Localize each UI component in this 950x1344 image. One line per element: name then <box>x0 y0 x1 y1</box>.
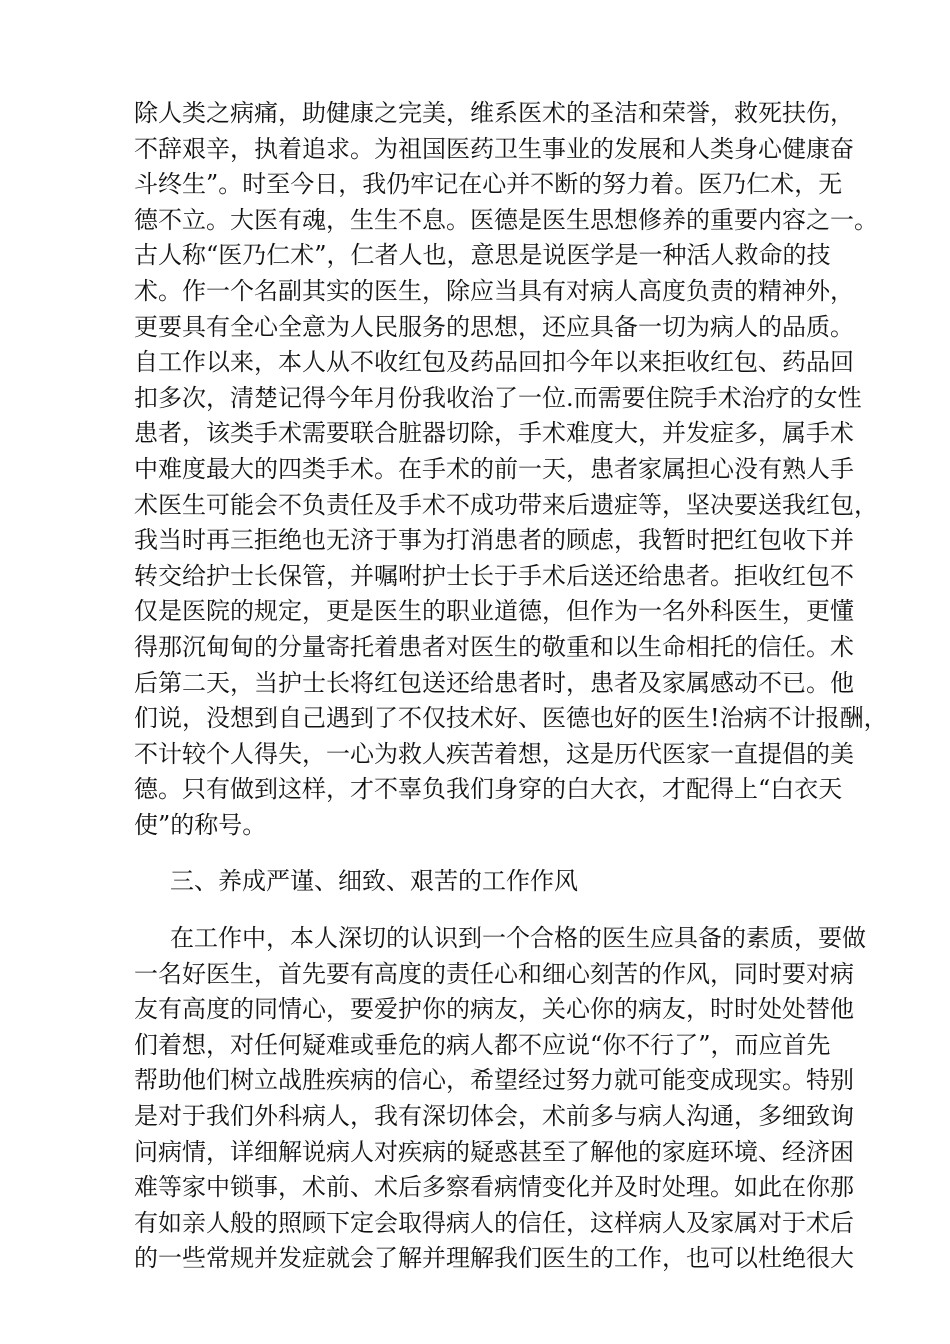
text-line: 在工作中，本人深切的认识到一个合格的医生应具备的素质，要做 <box>170 924 866 953</box>
text-line: 友有高度的同情心，要爱护你的病友，关心你的病友，时时处处替他 <box>134 995 854 1024</box>
text-line: 转交给护士长保管，并嘱咐护士长于手术后送还给患者。拒收红包不 <box>134 561 854 590</box>
text-line: 患者，该类手术需要联合脏器切除，手术难度大，并发症多，属手术 <box>134 419 854 448</box>
text-line: 古人称“医乃仁术”，仁者人也，意思是说医学是一种活人救命的技 <box>134 241 831 270</box>
text-line: 后第二天，当护士长将红包送还给患者时，患者及家属感动不已。他 <box>134 668 854 697</box>
text-line: 术医生可能会不负责任及手术不成功带来后遗症等，坚决要送我红包， <box>134 490 878 519</box>
paragraph-2 <box>134 921 866 1277</box>
text-line: 们说，没想到自己遇到了不仅技术好、医德也好的医生!治病不计报酬， <box>134 704 888 733</box>
paragraph-1 <box>134 96 888 843</box>
text-line: 更要具有全心全意为人民服务的思想，还应具备一切为病人的品质。 <box>134 312 854 341</box>
text-line: 一名好医生，首先要有高度的责任心和细心刻苦的作风，同时要对病 <box>134 959 854 988</box>
text-line: 斗终生”。时至今日，我仍牢记在心并不断的努力着。医乃仁术，无 <box>134 170 843 199</box>
text-line: 得那沉甸甸的分量寄托着患者对医生的敬重和以生命相托的信任。术 <box>134 632 854 661</box>
text-line: 除人类之病痛，助健康之完美，维系医术的圣洁和荣誉，救死扶伤， <box>134 99 854 127</box>
text-line: 有如亲人般的照顾下定会取得病人的信任，这样病人及家属对于术后 <box>134 1208 854 1237</box>
text-line: 德不立。大医有魂，生生不息。医德是医生思想修养的重要内容之一。 <box>134 205 878 234</box>
paragraph-spacer <box>134 843 814 864</box>
text-line: 问病情，详细解说病人对疾病的疑惑甚至了解他的家庭环境、经济困 <box>134 1137 854 1166</box>
paragraph-spacer <box>134 900 814 921</box>
text-line: 难等家中锁事，术前、术后多察看病情变化并及时处理。如此在你那 <box>134 1173 854 1202</box>
text-line: 帮助他们树立战胜疾病的信心，希望经过努力就可能变成现实。特别 <box>134 1066 854 1095</box>
text-line: 们着想，对任何疑难或垂危的病人都不应说“你不行了”，而应首先 <box>134 1030 831 1059</box>
text-line: 我当时再三拒绝也无济于事为打消患者的顾虑，我暂时把红包收下并 <box>134 526 854 555</box>
text-line: 中难度最大的四类手术。在手术的前一天，患者家属担心没有熟人手 <box>134 454 854 483</box>
section-heading: 三、养成严谨、细致、艰苦的工作作风 <box>170 867 578 896</box>
text-line: 使”的称号。 <box>134 810 267 839</box>
text-line: 不计较个人得失，一心为救人疾苦着想，这是历代医家一直提倡的美 <box>134 739 854 768</box>
text-line: 德。只有做到这样，才不辜负我们身穿的白大衣，才配得上“白衣天 <box>134 775 843 804</box>
text-line: 是对于我们外科病人，我有深切体会，术前多与病人沟通，多细致询 <box>134 1102 854 1131</box>
text-line: 的一些常规并发症就会了解并理解我们医生的工作，也可以杜绝很大 <box>134 1244 854 1273</box>
text-line: 不辞艰辛，执着追求。为祖国医药卫生事业的发展和人类身心健康奋 <box>134 134 854 163</box>
text-line: 自工作以来，本人从不收红包及药品回扣今年以来拒收红包、药品回 <box>134 348 854 377</box>
document-body <box>134 96 888 1277</box>
text-line: 术。作一个名副其实的医生，除应当具有对病人高度负责的精神外， <box>134 276 854 305</box>
text-line: 仅是医院的规定，更是医生的职业道德，但作为一名外科医生，更懂 <box>134 597 854 626</box>
text-line: 扣多次，清楚记得今年月份我收治了一位.而需要住院手术治疗的女性 <box>134 383 862 412</box>
